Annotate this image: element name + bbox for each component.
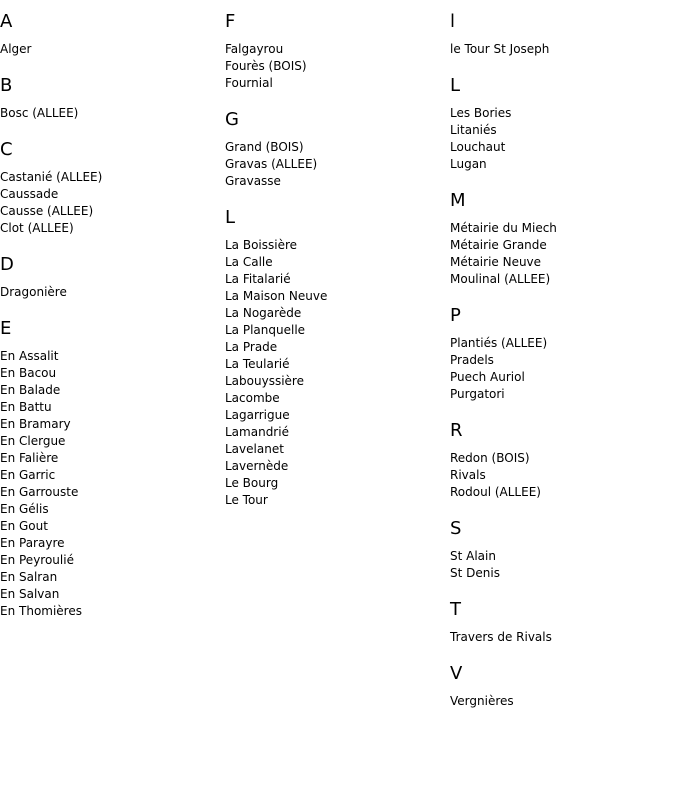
list-item: En Gout <box>0 519 48 533</box>
letter-heading: B <box>0 75 13 96</box>
entry-list <box>225 41 445 92</box>
list-item: En Battu <box>0 400 52 414</box>
list-item: Dragonière <box>0 285 67 299</box>
list-item: Castanié (ALLEE) <box>0 170 103 184</box>
index-column-2 <box>225 11 445 526</box>
letter-heading: R <box>450 420 463 441</box>
list-item: Lugan <box>450 157 487 171</box>
entry-list <box>450 335 670 403</box>
list-item: Métairie du Miech <box>450 221 557 235</box>
letter-heading: F <box>225 11 236 32</box>
letter-heading: M <box>450 190 466 211</box>
list-item: La Fitalarié <box>225 272 291 286</box>
letter-group <box>450 11 670 58</box>
list-item: En Clergue <box>0 434 66 448</box>
list-item: En Peyroulié <box>0 553 74 567</box>
list-item: Gravas (ALLEE) <box>225 157 318 171</box>
letter-heading: V <box>450 663 463 684</box>
list-item: En Salran <box>0 570 58 584</box>
letter-heading: l <box>450 11 456 32</box>
entry-list <box>0 41 220 58</box>
list-item: La Teularié <box>225 357 290 371</box>
letter-group <box>450 599 670 646</box>
list-item: Falgayrou <box>225 42 284 56</box>
letter-heading: A <box>0 11 13 32</box>
list-item: Rodoul (ALLEE) <box>450 485 541 499</box>
list-item: St Denis <box>450 566 500 580</box>
list-item: La Maison Neuve <box>225 289 328 303</box>
list-item: Fourès (BOIS) <box>225 59 307 73</box>
list-item: Lagarrigue <box>225 408 290 422</box>
entry-list <box>450 105 670 173</box>
list-item: Bosc (ALLEE) <box>0 106 79 120</box>
letter-group <box>225 109 445 190</box>
list-item: En Falière <box>0 451 59 465</box>
letter-group <box>450 663 670 710</box>
letter-group <box>225 207 445 509</box>
entry-list <box>225 139 445 190</box>
list-item: La Boissière <box>225 238 298 252</box>
list-item: St Alain <box>450 549 496 563</box>
list-item: En Assalit <box>0 349 59 363</box>
letter-group <box>0 318 220 620</box>
list-item: Lamandrié <box>225 425 289 439</box>
letter-heading: L <box>450 75 461 96</box>
entry-list <box>450 450 670 501</box>
list-item: En Balade <box>0 383 61 397</box>
list-item: En Thomières <box>0 604 82 618</box>
list-item: La Prade <box>225 340 278 354</box>
list-item: Clot (ALLEE) <box>0 221 74 235</box>
letter-group <box>0 139 220 237</box>
list-item: En Garric <box>0 468 56 482</box>
entry-list <box>225 237 445 509</box>
list-item: Causse (ALLEE) <box>0 204 94 218</box>
letter-group <box>450 518 670 582</box>
letter-group <box>0 75 220 122</box>
entry-list <box>450 220 670 288</box>
index-column-1 <box>0 11 220 637</box>
list-item: Lacombe <box>225 391 280 405</box>
list-item: En Bacou <box>0 366 57 380</box>
list-item: Le Tour <box>225 493 268 507</box>
list-item: Métairie Grande <box>450 238 547 252</box>
entry-list <box>0 348 220 620</box>
list-item: Pradels <box>450 353 494 367</box>
entry-list <box>450 693 670 710</box>
list-item: Redon (BOIS) <box>450 451 530 465</box>
letter-heading: S <box>450 518 462 539</box>
list-item: Gravasse <box>225 174 281 188</box>
entry-list <box>450 629 670 646</box>
list-item: le Tour St Joseph <box>450 42 550 56</box>
letter-heading: G <box>225 109 239 130</box>
list-item: La Nogarède <box>225 306 302 320</box>
letter-group <box>450 190 670 288</box>
letter-group <box>225 11 445 92</box>
list-item: Lavernède <box>225 459 289 473</box>
letter-heading: D <box>0 254 14 275</box>
list-item: Litaniés <box>450 123 497 137</box>
letter-heading: C <box>0 139 13 160</box>
index-column-3 <box>450 11 670 727</box>
list-item: La Planquelle <box>225 323 306 337</box>
list-item: En Salvan <box>0 587 60 601</box>
list-item: Alger <box>0 42 32 56</box>
list-item: Caussade <box>0 187 59 201</box>
list-item: En Parayre <box>0 536 65 550</box>
letter-heading: T <box>450 599 461 620</box>
list-item: Purgatori <box>450 387 505 401</box>
letter-group <box>450 305 670 403</box>
letter-group <box>450 75 670 173</box>
letter-group <box>0 254 220 301</box>
list-item: Louchaut <box>450 140 506 154</box>
letter-group <box>450 420 670 501</box>
letter-heading: E <box>0 318 12 339</box>
list-item: Le Bourg <box>225 476 279 490</box>
list-item: Fournial <box>225 76 273 90</box>
list-item: Moulinal (ALLEE) <box>450 272 551 286</box>
list-item: Lavelanet <box>225 442 284 456</box>
letter-heading: P <box>450 305 461 326</box>
list-item: En Garrouste <box>0 485 79 499</box>
list-item: La Calle <box>225 255 273 269</box>
letter-group <box>0 11 220 58</box>
entry-list <box>450 548 670 582</box>
list-item: Vergnières <box>450 694 514 708</box>
list-item: Rivals <box>450 468 486 482</box>
list-item: Grand (BOIS) <box>225 140 304 154</box>
list-item: Plantiés (ALLEE) <box>450 336 548 350</box>
entry-list <box>450 41 670 58</box>
list-item: Métairie Neuve <box>450 255 542 269</box>
list-item: Puech Auriol <box>450 370 525 384</box>
list-item: Labouyssière <box>225 374 304 388</box>
list-item: Travers de Rivals <box>450 630 552 644</box>
list-item: Les Bories <box>450 106 512 120</box>
entry-list <box>0 284 220 301</box>
entry-list <box>0 105 220 122</box>
list-item: En Gélis <box>0 502 49 516</box>
entry-list <box>0 169 220 237</box>
list-item: En Bramary <box>0 417 71 431</box>
letter-heading: L <box>225 207 236 228</box>
